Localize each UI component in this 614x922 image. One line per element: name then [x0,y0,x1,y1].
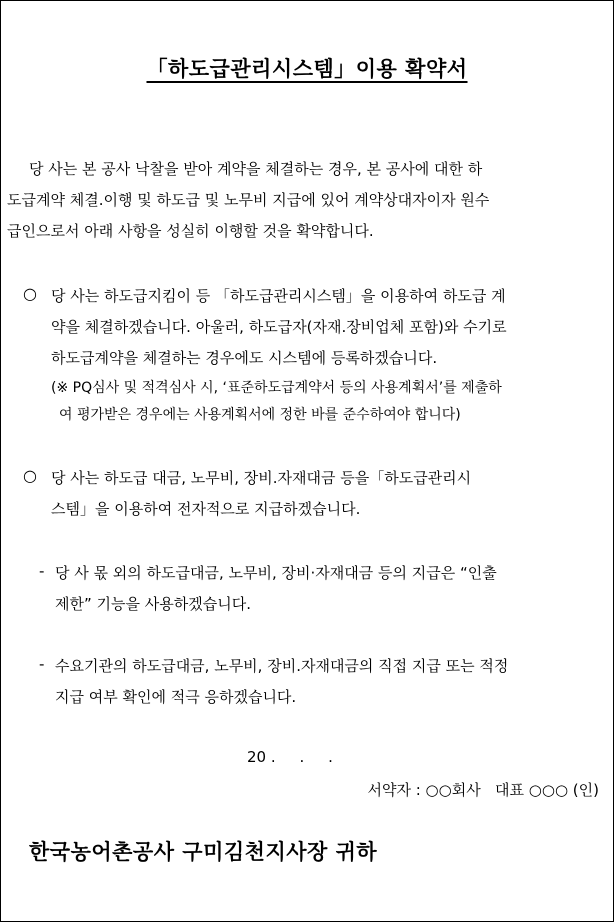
document-title: 「하도급관리시스템」이용 확약서 [146,57,468,81]
item1-line-1: 당 사는 하도급지킴이 등 「하도급관리시스템」을 이용하여 하도급 계 [51,287,506,305]
sub1-line-1: 당 사 몫 외의 하도급대금, 노무비, 장비·자재대금 등의 지급은 “인출 [55,564,497,582]
intro-line-2: 도급계약 체결.이행 및 하도급 및 노무비 지급에 있어 계약상대자이자 원수 [7,191,490,209]
circle-bullet-icon: ○ [23,284,37,303]
addressee: 한국농어촌공사 구미김천지사장 귀하 [29,840,378,864]
sub1-line-2: 제한” 기능을 사용하겠습니다. [55,595,251,613]
signer-line: 서약자 : ○○회사 대표 ○○○ (인) [367,781,599,799]
sub2-line-2: 지급 여부 확인에 적극 응하겠습니다. [55,688,297,706]
item2-line-2: 스템」을 이용하여 전자적으로 지급하겠습니다. [51,500,361,518]
dash-bullet: - [39,562,45,580]
item1-line-2: 약을 체결하겠습니다. 아울러, 하도급자(자재.장비업체 포함)와 수기로 [51,318,507,336]
sub2-line-1: 수요기관의 하도급대금, 노무비, 장비.자재대금의 직접 지급 또는 적정 [55,657,509,675]
item1-line-3: 하도급계약을 체결하는 경우에도 시스템에 등록하겠습니다. [51,349,438,367]
item1-note-line-2: 여 평가받은 경우에는 사용계획서에 정한 바를 준수하여야 합니다) [59,407,461,423]
intro-line-1: 당 사는 본 공사 낙찰을 받아 계약을 체결하는 경우, 본 공사에 대한 하 [29,160,483,178]
dash-bullet: - [39,655,45,673]
signature-date: 20 . . . [247,748,333,766]
item1-note-line-1: (※ PQ심사 및 적격심사 시, ‘표준하도급계약서 등의 사용계획서’를 제출하 [51,380,502,396]
intro-line-3: 급인으로서 아래 사항을 성실히 이행할 것을 확약합니다. [7,222,374,240]
circle-bullet-icon: ○ [23,466,37,485]
item2-line-1: 당 사는 하도급 대금, 노무비, 장비.자재대금 등을「하도급관리시 [51,469,472,487]
